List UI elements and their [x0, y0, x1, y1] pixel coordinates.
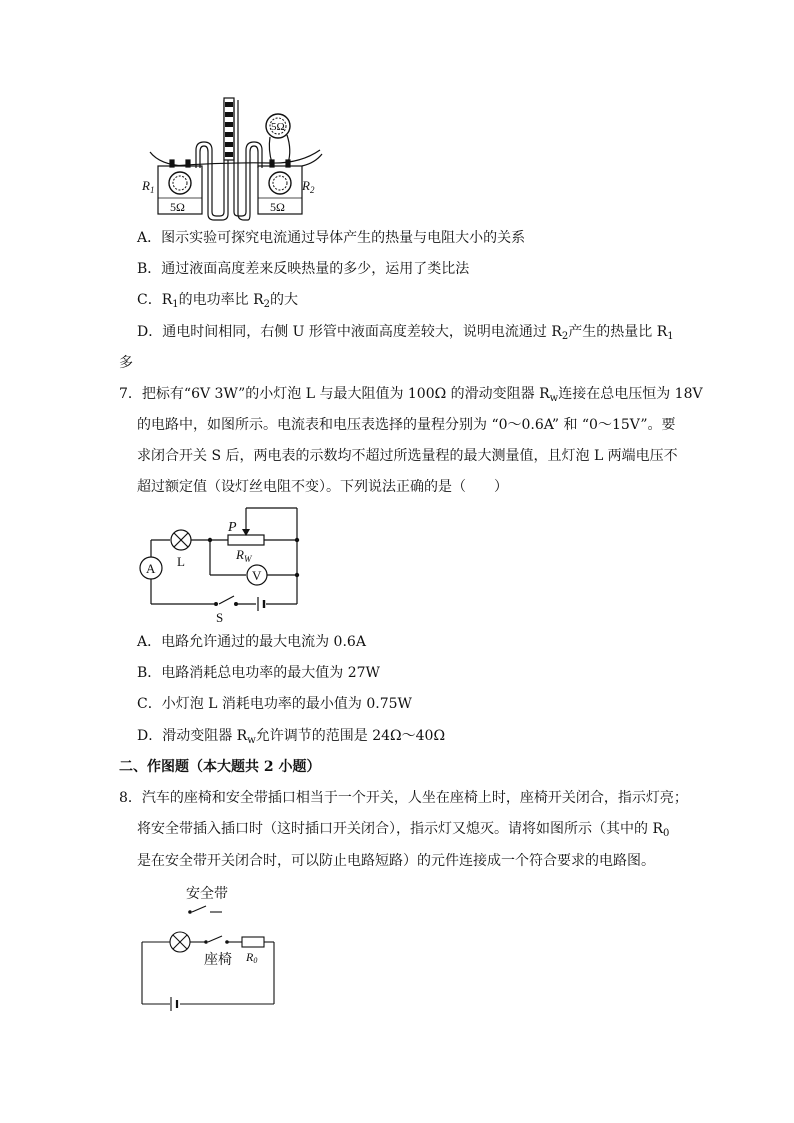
q6-r1-sub: 1 [149, 185, 155, 195]
q6-right-resistance: 5Ω [270, 200, 285, 214]
q7-voltmeter-label: V [252, 568, 262, 583]
q7-stem-l1-sub: w [549, 393, 559, 404]
q7-stem-line2: 的电路中，如图所示。电流表和电压表选择的量程分别为 “0～0.6A” 和 “0～15V”。要 [137, 417, 676, 433]
q8-stem-line1: 8．汽车的座椅和安全带插口相当于一个开关，人坐在座椅上时，座椅开关闭合，指示灯亮； [119, 790, 688, 806]
q7-rheostat-label: R [236, 547, 244, 562]
q8-stem-line3: 是在安全带开关闭合时，可以防止电路短路）的元件连接成一个符合要求的电路图。 [137, 853, 655, 869]
q6-d-sub2: 1 [667, 331, 674, 342]
q7-stem-l1-pre: 7．把标有“6V 3W”的小灯泡 L 与最大阻值为 100Ω 的滑动变阻器 R [119, 386, 550, 402]
q7-slider-label: P [228, 520, 237, 535]
q8-stem-l2-text: 将安全带插入插口时（这时插口开关闭合），指示灯又熄灭。请将如图所示（其中的 R [137, 821, 663, 837]
q6-d-pre: D．通电时间相同，右侧 U 形管中液面高度差较大，说明电流通过 R [137, 324, 562, 340]
q7-rheostat-sub: W [243, 554, 252, 564]
section-2-title: 二、作图题（本大题共 2 小题） [119, 759, 321, 775]
q6-left-resistance: 5Ω [170, 200, 185, 214]
svg-text:R0 [245, 950, 257, 965]
q7-option-b: B．电路消耗总电功率的最大值为 27W [137, 665, 380, 681]
q7-lamp-label: L [177, 554, 185, 569]
q6-r1-label: R [142, 178, 150, 193]
q7-stem-line3: 求闭合开关 S 后，两电表的示数均不超过所选量程的最大测量值，且灯泡 L 两端电压不 [137, 448, 678, 464]
q6-r2-sub: 2 [309, 185, 315, 195]
q6-c-pre: C．R [137, 292, 173, 308]
q6-option-d-continued: 多 [119, 355, 133, 371]
q6-top-resistance: 5Ω [271, 121, 285, 133]
q6-c-sub2: 2 [263, 299, 271, 310]
q6-c-mid: 的电功率比 R [178, 292, 264, 308]
q6-c-post: 的大 [270, 292, 299, 308]
q7-option-c: C．小灯泡 L 消耗电功率的最小值为 0.75W [137, 696, 412, 712]
q7-switch-label: S [216, 610, 224, 625]
q6-d-sub1: 2 [561, 331, 569, 342]
q6-r2-label: R [302, 178, 310, 193]
q7-d-sub: w [247, 735, 256, 746]
q7-stem-l1-post: 连接在总电压恒为 18V [558, 386, 703, 402]
q6-option-a: A．图示实验可探究电流通过导体产生的热量与电阻大小的关系 [137, 230, 526, 246]
q6-c-sub1: 1 [172, 299, 179, 310]
q7-option-a: A．电路允许通过的最大电流为 0.6A [137, 634, 366, 650]
q7-d-post: 允许调节的范围是 24Ω～40Ω [255, 728, 446, 744]
q7-ammeter-label: A [146, 561, 156, 576]
q8-seat-label: 座椅 [204, 953, 232, 968]
q7-stem-line4: 超过额定值（设灯丝电阻不变）。下列说法正确的是（ ） [137, 479, 508, 495]
q7-d-pre: D．滑动变阻器 R [137, 728, 248, 744]
q8-r0-sub: 0 [253, 956, 258, 965]
q8-stem-l2-sub: 0 [663, 828, 670, 839]
q8-seatbelt-label: 安全带 [186, 887, 228, 902]
q8-r0-label: R [246, 950, 254, 964]
q6-d-mid: 产生的热量比 R [568, 324, 668, 340]
q6-option-b: B．通过液面高度差来反映热量的多少，运用了类比法 [137, 261, 470, 277]
